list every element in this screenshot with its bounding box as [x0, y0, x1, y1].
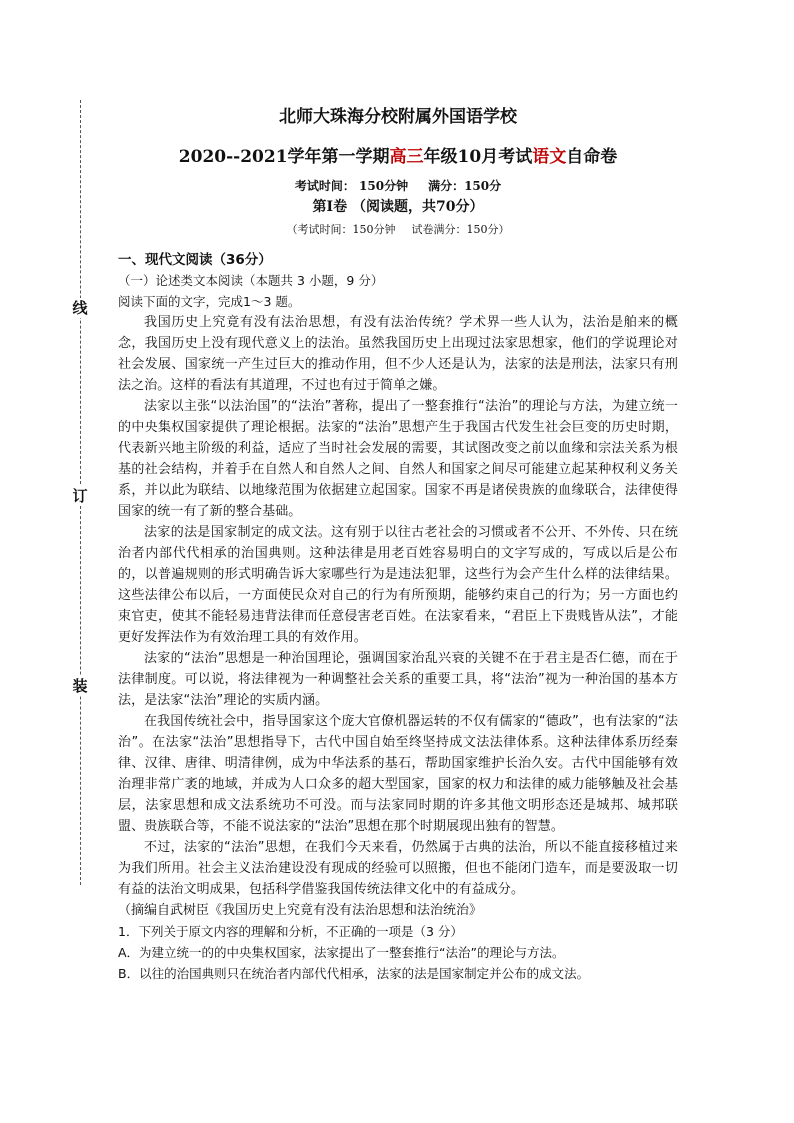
exam-title-grade: 高三: [389, 147, 424, 167]
passage-paragraph: 法家的法是国家制定的成文法。这有别于以往古老社会的习惯或者不公开、不外传、只在统治者内部代代相承的治国典则。这种法律是用老百姓容易明白的文字写成的，写成以后是公布的，以普遍规则的形式明确告诉大家哪些行为是违法犯罪，这些行为会产生什么样的法律结果。这些法律公布以后，一方面使民众对自己的行为有所预期，能够约束自己的行为；另一方面也约束官吏，使其不能轻易违背法律而任意侵害老百姓。在法家看来，“君臣上下贵贱皆从法”，才能更好发挥法作为有效治理工具的有效作用。: [118, 525, 678, 645]
passage-paragraph: 不过，法家的“法治”思想，在我们今天来看，仍然属于古典的法治，所以不能直接移植过来为我们所用。社会主义法治建设没有现成的经验可以照搬，但也不能闭门造车，而是要汲取一切有益的法治文明成果，包括科学借鉴我国传统法律文化中的有益成分。: [118, 840, 678, 897]
binding-char-zhuang: 装: [70, 676, 90, 696]
document-body: [118, 102, 678, 984]
exam-title: [118, 142, 678, 172]
section-title: 一、现代文阅读（36分）: [118, 252, 272, 268]
exam-title-part2: 年级10月考试: [423, 147, 533, 167]
binding-char-xian: 线: [70, 298, 90, 318]
exam-time-secondary: （考试时间：150分钟: [286, 223, 396, 236]
reading-instruction: 阅读下面的文字，完成1～3 题。: [118, 294, 301, 309]
question-option-a: A．为建立统一的的中央集权国家，法家提出了一整套推行“法治”的理论与方法。: [118, 945, 565, 960]
paper-score-secondary: 试卷满分：150分）: [411, 223, 510, 236]
subsection-title: （一）论述类文本阅读（本题共 3 小题，9 分）: [118, 273, 384, 288]
exam-title-part3: 自命卷: [566, 147, 618, 167]
passage-source: （摘编自武树臣《我国历史上究竟有没有法治思想和法治统治》: [118, 903, 483, 918]
question-option-b: B．以往的治国典则只在统治者内部代代相承，法家的法是国家制定并公布的成文法。: [118, 966, 590, 981]
exam-meta-secondary: [118, 218, 678, 242]
question-stem: 1．下列关于原文内容的理解和分析，不正确的一项是（3 分）: [118, 924, 463, 939]
exam-title-part1: 2020--2021学年第一学期: [178, 147, 390, 167]
school-name: 北师大珠海分校附属外国语学校: [279, 107, 517, 127]
passage-paragraph: 法家以主张“以法治国”的“法治”著称，提出了一整套推行“法治”的理论与方法，为建立统一的中央集权国家提供了理论根据。法家的“法治”思想产生于我国古代发生社会巨变的历史时期，代表新兴地主阶级的利益，适应了当时社会发展的需要，其试图改变之前以血缘和宗法关系为根基的社会结构，并着手在自然人和自然人之间、自然人和国家之间尽可能建立起某种权利义务关系，并以此为联结、以地缘范围为依据建立起国家。国家不再是诸侯贵族的血缘联合，法律使得国家的统一有了新的整合基础。: [118, 399, 678, 519]
full-score: 满分：150分: [428, 179, 502, 193]
exam-meta: [118, 176, 678, 196]
exam-time: 考试时间： 150分钟: [294, 179, 409, 193]
passage-paragraph: 法家的“法治”思想是一种治国理论，强调国家治乱兴衰的关键不在于君主是否仁德，而在于法律制度。可以说，将法律视为一种调整社会关系的重要工具，将“法治”视为一种治国的基本方法，是法家“法治”理论的实质内涵。: [118, 651, 678, 708]
binding-char-ding: 订: [70, 486, 90, 506]
reading-passage: [118, 312, 678, 900]
exam-title-subject: 语文: [532, 147, 567, 167]
passage-paragraph: 我国历史上究竟有没有法治思想，有没有法治传统？学术界一些人认为，法治是舶来的概念，我国历史上没有现代意义上的法治。虽然我国历史上出现过法家思想家，他们的学说理论对社会发展、国家统一产生过巨大的推动作用，但不少人还是认为，法家的法是刑法，法家只有刑法之治。这样的看法有其道理，不过也有过于简单之嫌。: [118, 315, 678, 393]
volume-title: 第Ⅰ卷 （阅读题，共70分）: [312, 199, 484, 215]
passage-paragraph: 在我国传统社会中，指导国家这个庞大官僚机器运转的不仅有儒家的“德政”，也有法家的“法治”。在法家“法治”思想指导下，古代中国自始至终坚持成文法法律体系。这种法律体系历经秦律、汉律、唐律、明清律例，成为中华法系的基石，帮助国家维护长治久安。古代中国能够有效治理非常广袤的地域，并成为人口众多的超大型国家，国家的权力和法律的威力能够触及社会基层，法家思想和成文法系统功不可没。而与法家同时期的许多其他文明形态还是城邦、城邦联盟、贵族联合等，不能不说法家的“法治”思想在那个时期展现出独有的智慧。: [118, 714, 678, 834]
